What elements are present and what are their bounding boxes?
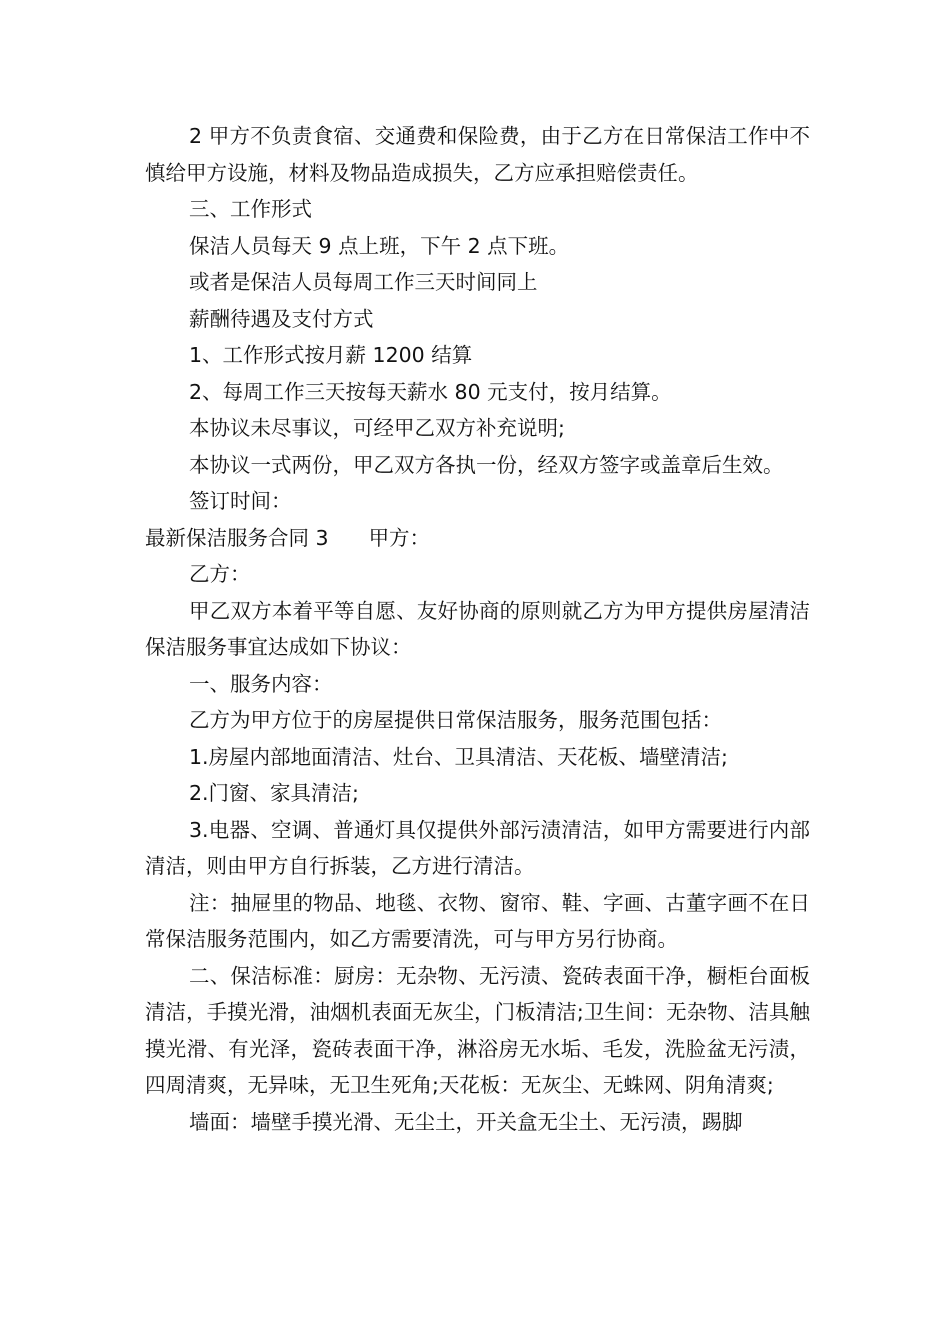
heading-service-content: 一、服务内容：	[189, 671, 333, 696]
paragraph-1: 2 甲方不负责食宿、交通费和保险费，由于乙方在日常保洁工作中不慎给甲方设施，材料及物品造成损失，乙方应承担赔偿责任。	[145, 124, 810, 185]
paragraph-wall-standard: 墙面：墙壁手摸光滑、无尘土，开关盒无尘土、无污渍，踢脚	[189, 1109, 743, 1134]
document-body	[145, 118, 810, 1140]
paragraph-salary-1: 1、工作形式按月薪 1200 结算	[189, 343, 473, 367]
party-b-label: 乙方：	[189, 562, 251, 586]
paragraph-work-alt: 或者是保洁人员每周工作三天时间同上	[189, 270, 538, 294]
contract-title-line	[145, 520, 810, 557]
paragraph-work-hours: 保洁人员每天 9 点上班，下午 2 点下班。	[189, 233, 570, 258]
paragraph-copies: 本协议一式两份，甲乙双方各执一份，经双方签字或盖章后生效。	[189, 452, 784, 477]
contract-title: 最新保洁服务合同 3	[145, 525, 329, 550]
scope-item-1: 1.房屋内部地面清洁、灶台、卫具清洁、天花板、墙壁清洁;	[189, 744, 728, 769]
paragraph-note: 注：抽屉里的物品、地毯、衣物、窗帘、鞋、字画、古董字画不在日常保洁服务范围内，如乙方需要清洗，可与甲方另行协商。	[145, 890, 810, 951]
signing-time-label: 签订时间：	[189, 489, 292, 513]
paragraph-service-scope: 乙方为甲方位于的房屋提供日常保洁服务，服务范围包括：	[189, 708, 722, 732]
heading-work-form: 三、工作形式	[189, 197, 312, 221]
heading-salary: 薪酬待遇及支付方式	[189, 306, 374, 331]
paragraph-cleaning-standard: 二、保洁标准：厨房：无杂物、无污渍、瓷砖表面干净，橱柜台面板清洁，手摸光滑，油烟机表面无灰尘，门板清洁;卫生间：无杂物、洁具触摸光滑、有光泽，瓷砖表面干净，淋浴房无水垢、毛发，洗脸盆无污渍，四周清爽，无异味，无卫生死角;天花板：无灰尘、无蛛网、阴角清爽;	[145, 963, 810, 1097]
scope-item-3: 3.电器、空调、普通灯具仅提供外部污渍清洁，如甲方需要进行内部清洁，则由甲方自行拆装，乙方进行清洁。	[145, 817, 810, 878]
party-a-label: 甲方：	[368, 525, 431, 550]
paragraph-salary-2: 2、每周工作三天按每天薪水 80 元支付，按月结算。	[189, 379, 672, 404]
paragraph-agreement-intro: 甲乙双方本着平等自愿、友好协商的原则就乙方为甲方提供房屋清洁保洁服务事宜达成如下协议：	[145, 598, 810, 659]
paragraph-supplement: 本协议未尽事议，可经甲乙双方补充说明;	[189, 416, 565, 440]
scope-item-2: 2.门窗、家具清洁;	[189, 781, 359, 805]
